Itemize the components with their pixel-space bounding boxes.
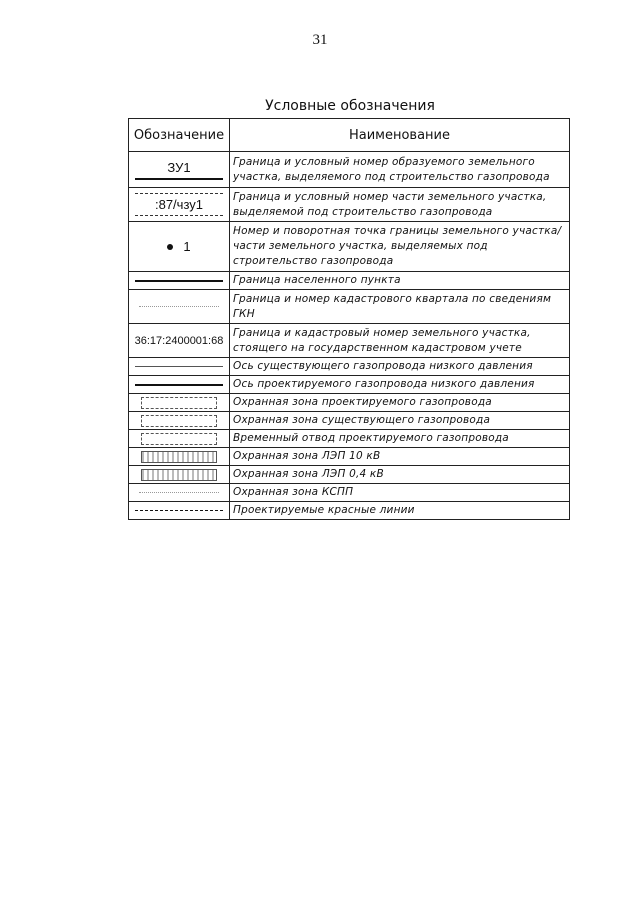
legend-symbol bbox=[129, 412, 230, 430]
legend-name: Охранная зона ЛЭП 10 кВ bbox=[230, 448, 570, 466]
legend-row bbox=[129, 152, 570, 188]
thin-line-icon bbox=[135, 366, 223, 367]
legend-name: Граница и условный номер образуемого земельного участка, выделяемого под строительство газопровода bbox=[230, 152, 570, 188]
legend-name: Охранная зона проектируемого газопровода bbox=[230, 394, 570, 412]
page-number: 31 bbox=[312, 32, 328, 48]
legend-name: Охранная зона КСПП bbox=[230, 484, 570, 502]
legend-symbol bbox=[129, 272, 230, 290]
legend-row bbox=[129, 358, 570, 376]
point-dot-icon bbox=[167, 244, 173, 250]
zone-box-icon bbox=[141, 433, 217, 445]
legend-row bbox=[129, 188, 570, 222]
legend-symbol bbox=[129, 290, 230, 324]
legend-symbol bbox=[129, 152, 230, 188]
legend-row bbox=[129, 222, 570, 272]
header-symbol: Обозначение bbox=[129, 119, 230, 152]
hatched-box-icon bbox=[141, 451, 217, 463]
legend-symbol bbox=[129, 358, 230, 376]
point-number: 1 bbox=[183, 239, 191, 254]
legend-symbol bbox=[129, 466, 230, 484]
faint-line-icon bbox=[139, 492, 219, 493]
legend-row bbox=[129, 272, 570, 290]
legend-row bbox=[129, 466, 570, 484]
legend-row bbox=[129, 376, 570, 394]
legend-name: Охранная зона ЛЭП 0,4 кВ bbox=[230, 466, 570, 484]
underlined-label-icon: ЗУ1 bbox=[167, 159, 191, 175]
legend-name: Граница населенного пункта bbox=[230, 272, 570, 290]
legend-row bbox=[129, 290, 570, 324]
thick-line-icon bbox=[135, 384, 223, 386]
legend-name: Граница и номер кадастрового квартала по сведениям ГКН bbox=[230, 290, 570, 324]
legend-row bbox=[129, 412, 570, 430]
legend-symbol bbox=[129, 430, 230, 448]
boxed-label-icon: :87/чзу1 bbox=[154, 197, 203, 212]
dotted-line-icon bbox=[139, 306, 219, 307]
legend-symbol bbox=[129, 376, 230, 394]
legend-name: Ось проектируемого газопровода низкого давления bbox=[230, 376, 570, 394]
legend-name: Номер и поворотная точка границы земельного участка/части земельного участка, выделяемых под строительство газопровода bbox=[230, 222, 570, 272]
legend-header-row bbox=[129, 119, 570, 152]
zone-box-icon bbox=[141, 397, 217, 409]
legend-name: Временный отвод проектируемого газопровода bbox=[230, 430, 570, 448]
legend-symbol bbox=[129, 484, 230, 502]
header-name: Наименование bbox=[230, 119, 570, 152]
dashed-line-icon bbox=[135, 510, 223, 511]
legend-symbol bbox=[129, 394, 230, 412]
cadastral-label-icon: 36:17:2400001:68 bbox=[134, 334, 224, 347]
zone-box-icon bbox=[141, 415, 217, 427]
legend-symbol bbox=[129, 448, 230, 466]
legend-row bbox=[129, 394, 570, 412]
legend-symbol bbox=[129, 502, 230, 520]
legend-symbol bbox=[129, 188, 230, 222]
legend-symbol bbox=[129, 222, 230, 272]
legend-row bbox=[129, 430, 570, 448]
hatched-box-icon bbox=[141, 469, 217, 481]
thick-line-icon bbox=[135, 280, 223, 282]
legend-name: Граница и условный номер части земельного участка, выделяемой под строительство газопровода bbox=[230, 188, 570, 222]
legend-name: Охранная зона существующего газопровода bbox=[230, 412, 570, 430]
legend-table bbox=[128, 118, 570, 520]
legend-row bbox=[129, 324, 570, 358]
legend-name: Граница и кадастровый номер земельного участка, стоящего на государственном кадастровом учете bbox=[230, 324, 570, 358]
legend-name: Ось существующего газопровода низкого давления bbox=[230, 358, 570, 376]
legend-name: Проектируемые красные линии bbox=[230, 502, 570, 520]
legend-title: Условные обозначения bbox=[265, 98, 435, 114]
legend-symbol bbox=[129, 324, 230, 358]
legend-row bbox=[129, 484, 570, 502]
legend-row bbox=[129, 448, 570, 466]
legend-row bbox=[129, 502, 570, 520]
